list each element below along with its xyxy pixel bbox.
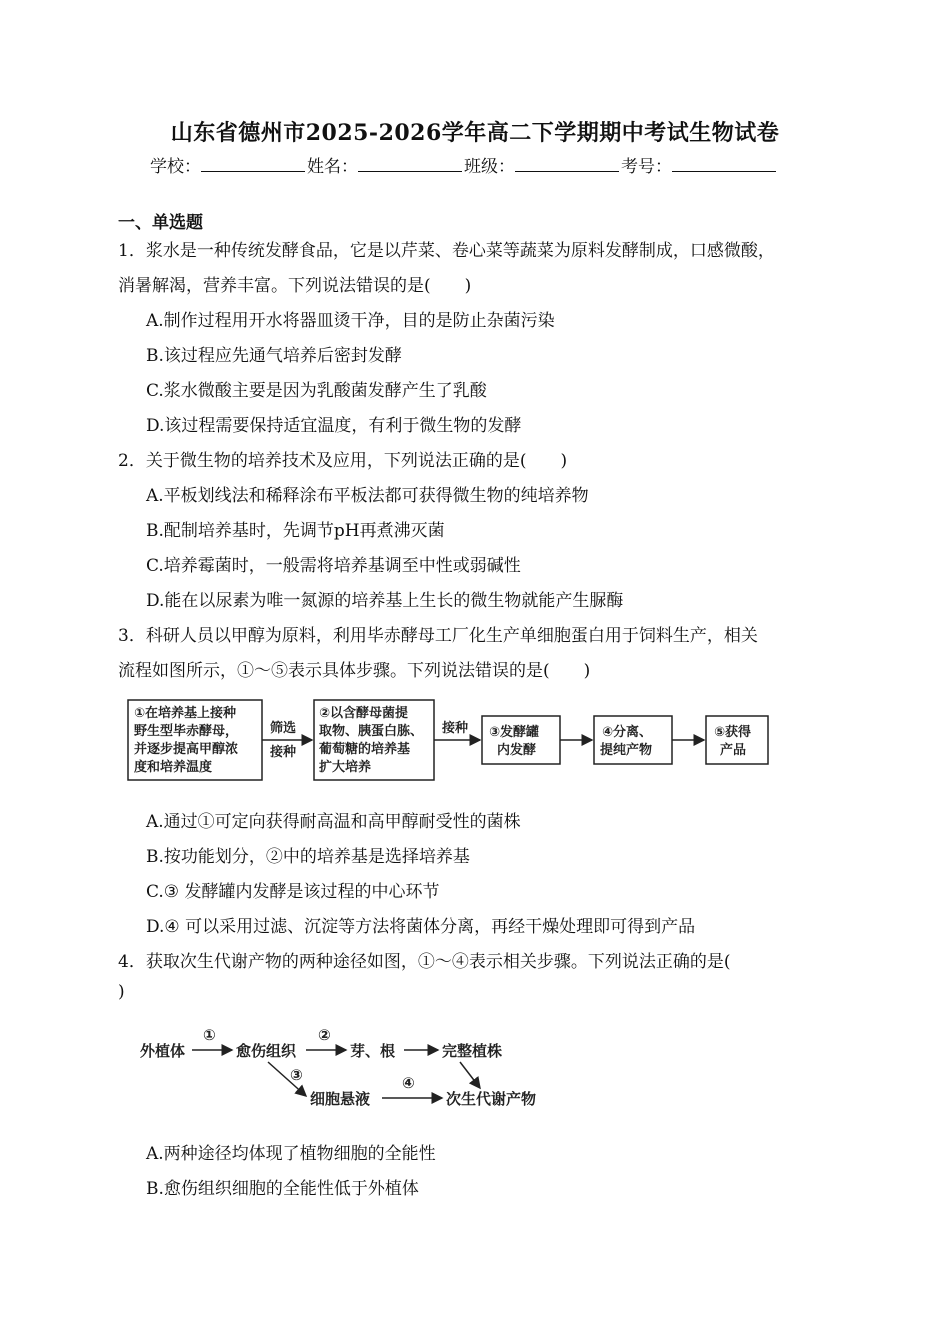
flow-arrow-2-label: 接种 [442,721,469,736]
flow-arrow-1-label: 筛选 [270,721,297,736]
q2-option-a: A.平板划线法和稀释涂布平板法都可获得微生物的纯培养物 [146,486,589,506]
arrow-plant-to-metabolite [460,1062,480,1088]
q3-option-c: C.③ 发酵罐内发酵是该过程的中心环节 [146,882,440,902]
q2-option-d: D.能在以尿素为唯一氮源的培养基上生长的微生物就能产生脲酶 [146,591,624,611]
flow-box-2-line: 扩大培养 [319,760,372,775]
q2-option-c: C.培养霉菌时，一般需将培养基调至中性或弱碱性 [146,556,521,576]
q2-option-b: B.配制培养基时，先调节pH再煮沸灭菌 [146,521,445,541]
q3-option-d: D.④ 可以采用过滤、沉淀等方法将菌体分离，再经干燥处理即可得到产品 [146,917,696,937]
flow-box-1-line: 并逐步提高甲醇浓 [134,742,239,757]
q1-stem-line2: 消暑解渴，营养丰富。下列说法错误的是( ) [118,276,472,296]
class-label: 班级： [464,157,515,177]
node-callus: 愈伤组织 [236,1042,297,1060]
exam-number-label: 考号： [621,157,672,177]
q4-stem-line1: 4．获取次生代谢产物的两种途径如图，①～④表示相关步骤。下列说法正确的是( [118,952,731,972]
q4-option-a: A.两种途径均体现了植物细胞的全能性 [146,1144,436,1164]
school-label: 学校： [150,157,201,177]
flow-box-5-line: 产品 [720,743,747,758]
q3-option-b: B.按功能划分，②中的培养基是选择培养基 [146,847,470,867]
flow-box-1-line: 野生型毕赤酵母， [134,724,239,739]
node-cell-suspension: 细胞悬液 [310,1090,371,1108]
node-explant: 外植体 [140,1042,186,1060]
q3-stem-line2: 流程如图所示，①～⑤表示具体步骤。下列说法错误的是( ) [118,661,591,681]
flow-box-3-line: ③发酵罐 [489,725,540,740]
flow-box-4-line: ④分离、 [602,725,653,740]
name-label: 姓名： [307,157,358,177]
flow-box-3-line: 内发酵 [497,743,537,758]
label-step-3: ③ [290,1066,303,1084]
flow-box-2-line: 取物、胰蛋白胨、 [319,724,424,739]
node-bud-root: 芽、根 [350,1042,396,1060]
flow-box-2-line: 葡萄糖的培养基 [319,742,411,757]
page-title: 山东省德州市2025-2026学年高二下学期期中考试生物试卷 [170,120,780,146]
flow-box-4-line: 提纯产物 [600,743,653,758]
node-whole-plant: 完整植株 [442,1042,503,1060]
q1-option-b: B.该过程应先通气培养后密封发酵 [146,346,402,366]
q4-option-b: B.愈伤组织细胞的全能性低于外植体 [146,1179,419,1199]
flow-box-1-line: ①在培养基上接种 [134,706,237,721]
q1-option-c: C.浆水微酸主要是因为乳酸菌发酵产生了乳酸 [146,381,487,401]
q1-option-d: D.该过程需要保持适宜温度，有利于微生物的发酵 [146,416,522,436]
node-secondary-metabolite: 次生代谢产物 [446,1090,537,1108]
flow-box-2-line: ②以含酵母菌提 [319,706,409,721]
label-step-4: ④ [402,1074,415,1092]
label-step-2: ② [318,1026,331,1044]
flow-box-5-line: ⑤获得 [714,725,752,740]
q1-stem-line1: 1．浆水是一种传统发酵食品，它是以芹菜、卷心菜等蔬菜为原料发酵制成，口感微酸， [118,241,775,261]
flow-box-1-line: 度和培养温度 [134,760,213,775]
q2-stem-line1: 2．关于微生物的培养技术及应用，下列说法正确的是( ) [118,451,568,471]
flow-arrow-1-label: 接种 [270,745,297,760]
label-step-1: ① [203,1026,216,1044]
section-heading: 一、单选题 [118,213,203,233]
q4-stem-line2: ) [118,982,125,1002]
q1-option-a: A.制作过程用开水将器皿烫干净，目的是防止杂菌污染 [146,311,555,331]
q3-option-a: A.通过①可定向获得耐高温和高甲醇耐受性的菌株 [146,812,521,832]
q3-stem-line1: 3．科研人员以甲醇为原料，利用毕赤酵母工厂化生产单细胞蛋白用于饲料生产，相关 [118,626,758,646]
